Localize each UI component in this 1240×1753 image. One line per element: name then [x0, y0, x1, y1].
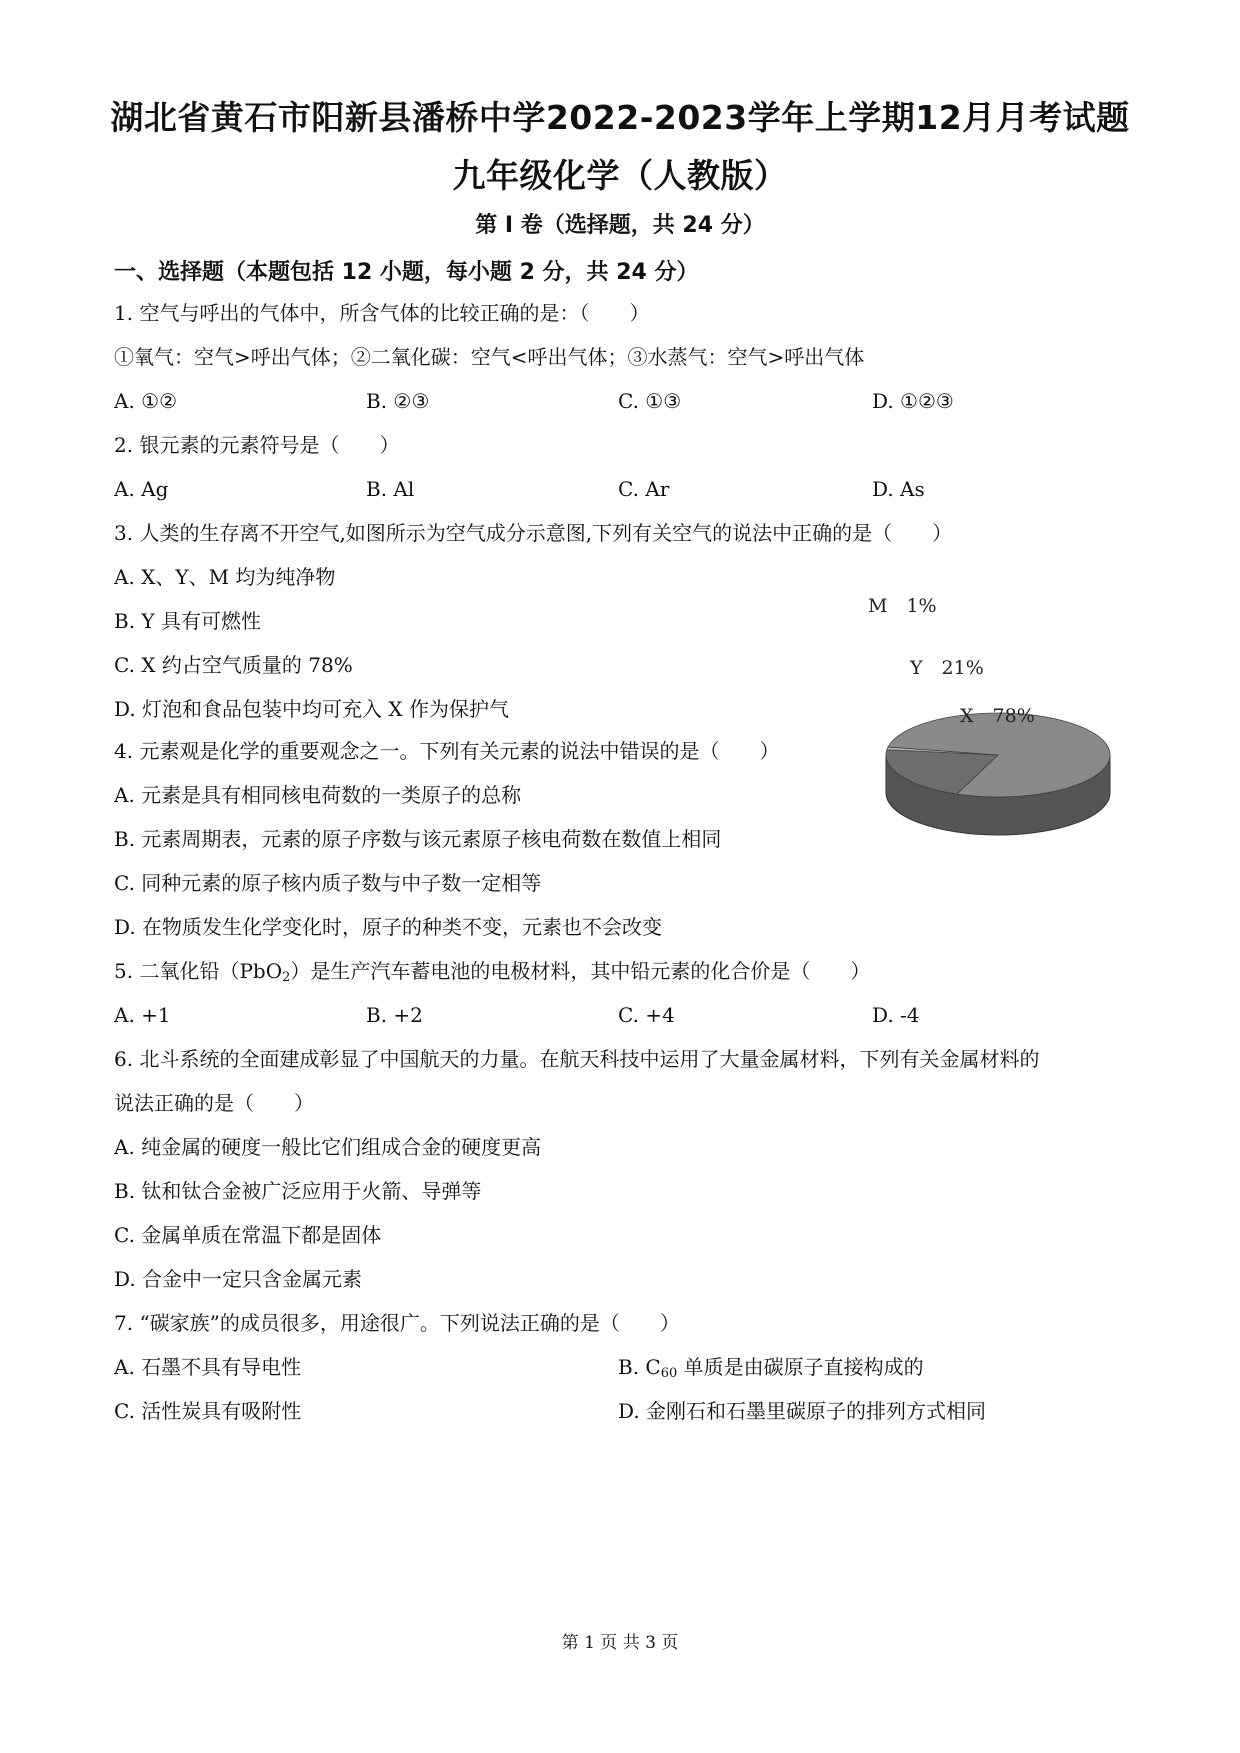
- q7-option-b-before: B. C: [618, 1355, 661, 1379]
- q6-option-c: C. 金属单质在常温下都是固体: [114, 1223, 382, 1247]
- q3-option-a: A. X、Y、M 均为纯净物: [114, 565, 336, 589]
- q5-option-d: D. -4: [872, 1003, 920, 1027]
- q7-option-b-after: 单质是由碳原子直接构成的: [677, 1355, 924, 1379]
- q7-option-d: D. 金刚石和石墨里碳原子的排列方式相同: [618, 1399, 987, 1423]
- air-composition-pie-chart: [868, 595, 1128, 820]
- pie-label-y: Y 21%: [910, 657, 984, 679]
- q7-option-b: [618, 1354, 924, 1380]
- q2-option-a: A. Ag: [114, 477, 169, 501]
- q1-option-c: C. ①③: [618, 389, 682, 413]
- q6-option-d: D. 合金中一定只含金属元素: [114, 1267, 363, 1291]
- page-footer: 第 1 页 共 3 页: [561, 1633, 679, 1653]
- q5-option-a: A. +1: [114, 1003, 171, 1027]
- q1-option-d: D. ①②③: [872, 389, 954, 413]
- q7-option-a: A. 石墨不具有导电性: [114, 1355, 302, 1379]
- q2-option-b: B. Al: [366, 477, 415, 501]
- q1-option-a: A. ①②: [114, 389, 178, 413]
- q1-option-b: B. ②③: [366, 389, 430, 413]
- pie-label-x: X 78%: [960, 705, 1035, 727]
- q3-option-c: C. X 约占空气质量的 78%: [114, 653, 353, 677]
- section-heading: 一、选择题（本题包括 12 小题，每小题 2 分，共 24 分）: [114, 260, 699, 285]
- q6-stem-line1: 6. 北斗系统的全面建成彰显了中国航天的力量。在航天科技中运用了大量金属材料，下列有关金属材料的: [114, 1047, 1040, 1071]
- q5-option-b: B. +2: [366, 1003, 423, 1027]
- q2-option-c: C. Ar: [618, 477, 670, 501]
- q5-stem: [114, 958, 870, 984]
- q6-stem-line2: 说法正确的是（ ）: [114, 1091, 314, 1115]
- q4-option-b: B. 元素周期表，元素的原子序数与该元素原子核电荷数在数值上相同: [114, 827, 722, 851]
- volume-heading: 第 I 卷（选择题，共 24 分）: [475, 213, 765, 238]
- q1-stem: 1. 空气与呼出的气体中，所含气体的比较正确的是：（ ）: [114, 301, 650, 325]
- q3-stem: 3. 人类的生存离不开空气,如图所示为空气成分示意图,下列有关空气的说法中正确的是（ ）: [114, 521, 953, 545]
- q2-stem: 2. 银元素的元素符号是（ ）: [114, 433, 400, 457]
- q4-option-a: A. 元素是具有相同核电荷数的一类原子的总称: [114, 783, 522, 807]
- q6-option-b: B. 钛和钛合金被广泛应用于火箭、导弹等: [114, 1179, 482, 1203]
- q4-option-c: C. 同种元素的原子核内质子数与中子数一定相等: [114, 871, 542, 895]
- q4-option-d: D. 在物质发生化学变化时，原子的种类不变，元素也不会改变: [114, 915, 663, 939]
- q7-option-b-subscript: 60: [660, 1366, 678, 1381]
- q3-option-b: B. Y 具有可燃性: [114, 609, 261, 633]
- q5-option-c: C. +4: [618, 1003, 675, 1027]
- q3-option-d: D. 灯泡和食品包装中均可充入 X 作为保护气: [114, 697, 509, 721]
- q5-stem-after: ）是生产汽车蓄电池的电极材料，其中铅元素的化合价是（ ）: [290, 959, 871, 983]
- q6-option-a: A. 纯金属的硬度一般比它们组成合金的硬度更高: [114, 1135, 542, 1159]
- exam-title: 湖北省黄石市阳新县潘桥中学2022-2023学年上学期12月月考试题: [110, 98, 1130, 137]
- q5-stem-before: 5. 二氧化铅（PbO: [114, 959, 283, 983]
- q4-stem: 4. 元素观是化学的重要观念之一。下列有关元素的说法中错误的是（ ）: [114, 739, 780, 763]
- q5-stem-subscript: 2: [282, 970, 291, 985]
- q7-option-c: C. 活性炭具有吸附性: [114, 1399, 302, 1423]
- q2-option-d: D. As: [872, 477, 925, 501]
- q1-detail: ①氧气：空气>呼出气体；②二氧化碳：空气<呼出气体；③水蒸气：空气>呼出气体: [114, 345, 865, 369]
- exam-subtitle: 九年级化学（人教版）: [452, 156, 788, 195]
- pie-label-m: M 1%: [868, 595, 937, 617]
- q7-stem: 7. “碳家族”的成员很多，用途很广。下列说法正确的是（ ）: [114, 1311, 680, 1335]
